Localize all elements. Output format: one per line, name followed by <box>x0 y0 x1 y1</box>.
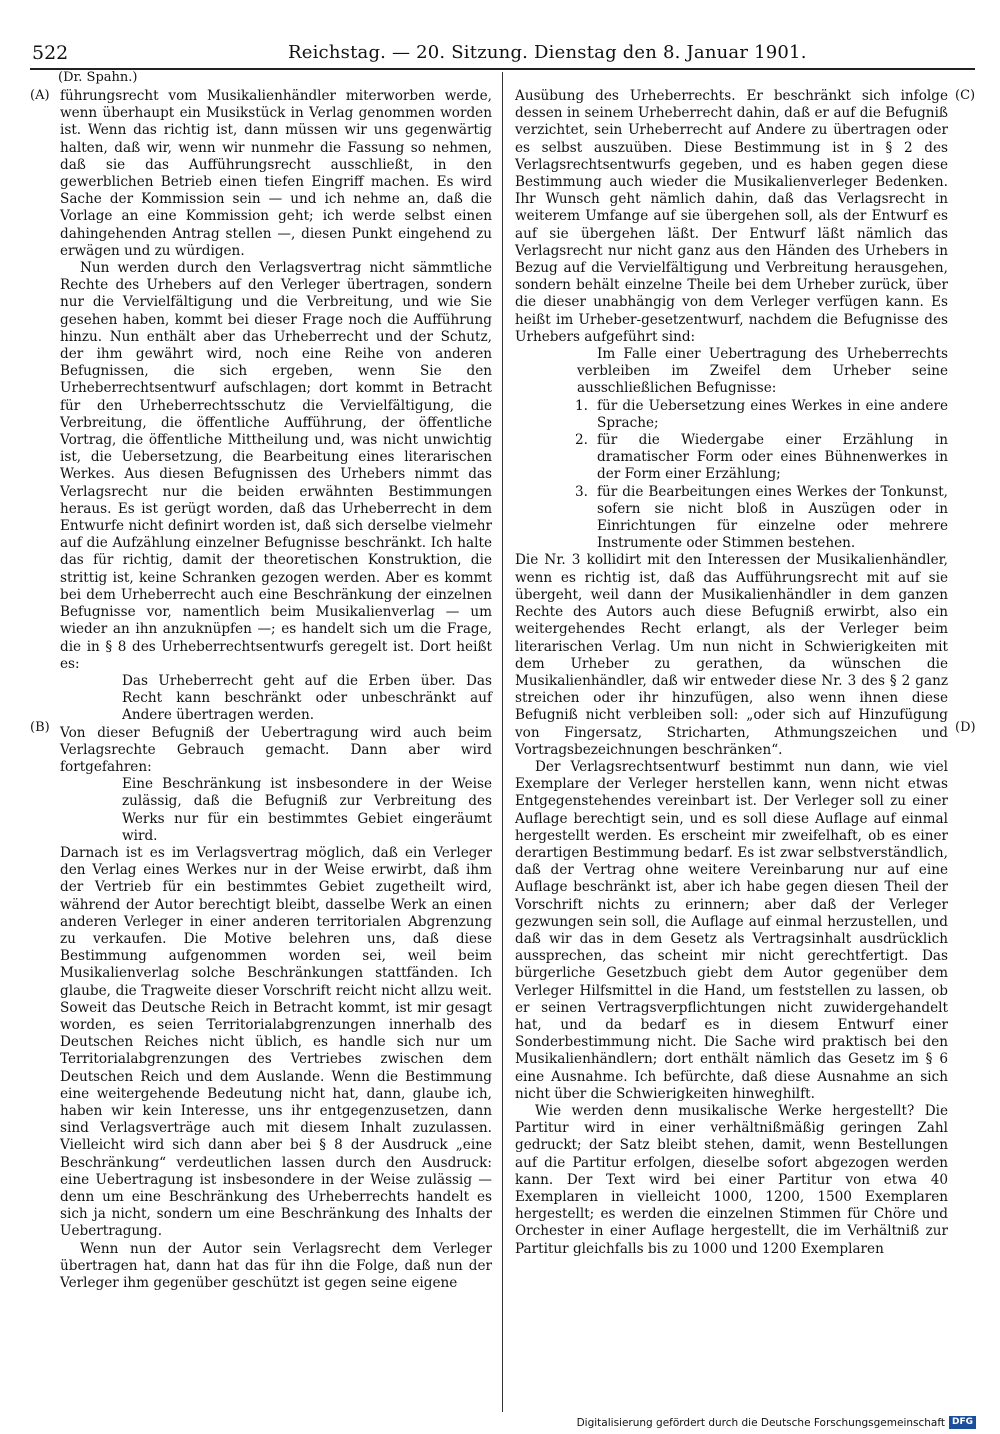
left-column <box>60 88 492 1292</box>
footer-credit <box>577 1416 976 1429</box>
footer-text: Digitalisierung gefördert durch die Deutsche Forschungsgemeinschaft <box>576 1416 945 1429</box>
margin-mark-a: (A) <box>30 88 50 103</box>
column-divider <box>502 72 503 1412</box>
speaker-tag: (Dr. Spahn.) <box>58 70 138 85</box>
right-paragraph-4: Wie werden denn musikalische Werke hergestellt? Die Partitur wird in einer verhältnißmäßig geringen Zahl gedruckt; der Satz bleibt stehen, damit, wenn Bestellungen auf die Partitur erfolgen, dieselbe sofort abgezogen werden kann. Der Text wird bei einer Partitur von etwa 40 Exemplaren in vielleicht 1000, 1200, 1500 Exemplaren hergestellt; es werden die einzelnen Stimmen für Chöre und Orchester in einer Auflage hergestellt, die im Verhältniß zur Partitur gleichfalls bis zu 1000 und 1200 Exemplaren <box>515 1102 948 1257</box>
left-paragraph-5: Wenn nun der Autor sein Verlagsrecht dem Verleger übertragen hat, dann hat das für ihn die Folge, daß nun der Verleger ihm gegenüber geschützt ist gegen seine eigene <box>60 1240 492 1292</box>
left-paragraph-1: führungsrecht vom Musikalienhändler miterworben werde, wenn überhaupt ein Musikstück in Verlag genommen worden ist. Wenn das richtig ist, dann müssen wir uns gegenwärtig halten, daß wir, wenn wir nunmehr die Fassung so nehmen, daß sie das Aufführungsrecht ausschließt, in den gewerblichen Betrieb einen tiefen Eingriff machen. Es wird Sache der Kommission sein — und ich nehme an, daß die Vorlage an eine Kommission geht; ich werde selbst einen dahingehenden Antrag stellen —, diesen Punkt eingehend zu erwägen und zu würdigen. <box>60 88 492 259</box>
right-quote-intro: Im Falle einer Uebertragung des Urheberrechts verbleiben im Zweifel dem Urheber seine ausschließlichen Befugnisse: <box>577 346 948 397</box>
left-quote-1: Das Urheberrecht geht auf die Erben über. Das Recht kann beschränkt oder unbeschränkt auf Andere übertragen werden. <box>122 672 492 724</box>
left-quote-2: Eine Beschränkung ist insbesondere in der Weise zulässig, daß die Befugniß zur Verbreitung des Werks nur für ein bestimmtes Gebiet eingeräumt wird. <box>122 776 492 844</box>
list-text: für die Wiedergabe einer Erzählung in dramatischer Form oder eines Bühnenwerkes in der Form einer Erzählung; <box>597 432 948 483</box>
margin-mark-d: (D) <box>955 720 976 735</box>
list-number: 2. <box>575 432 588 449</box>
list-number: 1. <box>575 397 588 414</box>
list-text: für die Uebersetzung eines Werkes in eine andere Sprache; <box>597 397 948 431</box>
margin-mark-b: (B) <box>30 720 50 735</box>
right-column <box>515 88 948 1258</box>
list-item <box>575 484 948 553</box>
running-title: Reichstag. — 20. Sitzung. Dienstag den 8. Januar 1901. <box>288 42 807 63</box>
left-paragraph-3: Von dieser Befugniß der Uebertragung wird auch beim Verlagsrechte Gebrauch gemacht. Dann aber wird fortgefahren: <box>60 724 492 775</box>
list-number: 3. <box>575 483 588 500</box>
right-quote-list <box>515 398 948 553</box>
dfg-logo: DFG <box>949 1416 976 1429</box>
left-paragraph-2: Nun werden durch den Verlagsvertrag nicht sämmtliche Rechte des Urhebers auf den Verleger übertragen, sondern nur die Vervielfältigung und die Verbreitung, und wie Sie gesehen haben, kommt bei dieser Frage noch die Aufführung hinzu. Nun enthält aber das Urheberrecht und der Schutz, der ihm gewährt wird, noch eine Reihe von anderen Befugnissen, die sich ergeben, wenn Sie den Urheberrechtsentwurf aufschlagen; dort kommt in Betracht für den Urheberrechtsschutz die Vervielfältigung, die Verbreitung, die öffentliche Aufführung, der öffentliche Vortrag, die öffentliche Mittheilung und, was nicht unwichtig ist, die Uebersetzung, die Bearbeitung eines literarischen Werkes. Aus diesen Befugnissen des Urhebers nimmt das Verlagsrecht nur die beiden erwähnten Bestimmungen heraus. Es ist gerügt worden, daß das Urheberrecht in dem Entwurfe nicht definirt worden ist, daß sich derselbe vielmehr auf die Aufzählung einzelner Befugnisse beschränkt. Ich halte das für richtig, damit der theoretischen Konstruktion, die strittig ist, keine Schranken gezogen werden. Aber es kommt bei dem Urheberrecht auch eine Beschränkung der einzelnen Befugnisse vor, namentlich beim Musikalienverlag — um wieder an ihn anzuknüpfen —; es handelt sich um die Frage, die in § 8 des Urheberrechtsentwurfs geregelt ist. Dort heißt es: <box>60 260 492 672</box>
right-paragraph-3: Der Verlagsrechtsentwurf bestimmt nun dann, wie viel Exemplare der Verleger herstellen kann, wenn nicht etwas Entgegenstehendes vereinbart ist. Der Verleger soll zu einer Auflage berechtigt sein, und es soll diese Auflage auf einmal hergestellt werden. Es erscheint mir zweifelhaft, ob es einer derartigen Bestimmung bedarf. Es ist zwar selbstverständlich, daß der Vertrag ohne weitere Vereinbarung nur auf eine Auflage beschränkt ist, aber ich habe gegen diesen Theil der Vorschrift nichts zu erinnern; aber daß der Verleger gezwungen sein soll, die Auflage auf einmal herzustellen, und daß wir das in dem Gesetz als Vertragsinhalt ausdrücklich aussprechen, das scheint mir nicht gerechtfertigt. Das bürgerliche Gesetzbuch giebt dem Autor gegenüber dem Verleger Hilfsmittel in die Hand, um feststellen zu lassen, ob er seinen Vertragsverpflichtungen nicht zuwidergehandelt hat, und da bedarf es in diesem Entwurf einer Sonderbestimmung nicht. Die Sache wird praktisch bei den Musikalienhändlern; dort enthält nämlich das Gesetz im § 6 eine Ausnahme. Ich befürchte, daß diese Ausnahme an sich nicht über die Schwierigkeiten hinweghilft. <box>515 758 948 1102</box>
page-header <box>30 40 975 70</box>
right-paragraph-1: Ausübung des Urheberrechts. Er beschränkt sich infolge dessen in seinem Urheberrecht dahin, daß er auf die Befugniß verzichtet, sein Urheberrecht auf Andere zu übertragen oder es selbst auszuüben. Diese Bestimmung ist in § 2 des Verlagsrechtsentwurfs gegeben, und es haben gegen diese Bestimmung auch wieder die Musikalienverleger Bedenken. Ihr Wunsch geht nämlich dahin, daß das Verlagsrecht in weiterem Umfange auf sie übergehen soll, als der Entwurf es auf sie übergehen läßt. Der Entwurf läßt nämlich das Verlagsrecht nur nicht ganz aus den Händen des Urhebers in Bezug auf die Vervielfältigung und Verbreitung herausgehen, sondern behält einzelne Theile bei dem Urheber zurück, über die dieser unabhängig von dem Verleger verfügen kann. Es heißt im Urheber-gesetzentwurf, nachdem die Befugnisse des Urhebers aufgeführt sind: <box>515 88 948 345</box>
list-item <box>575 398 948 432</box>
margin-mark-c: (C) <box>955 88 976 103</box>
page-number: 522 <box>32 42 69 64</box>
left-paragraph-4: Darnach ist es im Verlagsvertrag möglich, daß ein Verleger den Verlag eines Werkes nur in der Weise erwirbt, daß ihm der Vertrieb für ein bestimmtes Gebiet zugetheilt wird, während der Autor berechtigt bleibt, dasselbe Werk an einen anderen Verleger in einer anderen territorialen Abgrenzung zu verkaufen. Die Motive belehren uns, daß diese Bestimmung aufgenommen worden sei, weil beim Musikalienverlag solche Beschränkungen stattfänden. Ich glaube, die Tragweite dieser Vorschrift reicht nicht allzu weit. Soweit das Deutsche Reich in Betracht kommt, ist mir gesagt worden, es seien Territorialabgrenzungen innerhalb des Deutschen Reiches nicht üblich, es handle sich nur um Territorialabgrenzungen des Vertriebes zwischen dem Deutschen Reich und dem Auslande. Wenn die Bestimmung eine weitergehende Bedeutung nicht hat, dann, glaube ich, haben wir kein Interesse, uns ihr entgegenzusetzen, dann sind Verlagsverträge auch mit diesem Inhalt zuzulassen. Vielleicht wird sich dann aber bei § 8 der Ausdruck „eine Beschränkung“ verdeutlichen lassen durch den Ausdruck: eine Uebertragung ist insbesondere in der Weise zulässig — denn um eine Beschränkung des Urheberrechts handelt es sich ja nicht, sondern um eine Beschränkung des Inhalts der Uebertragung. <box>60 844 492 1240</box>
right-paragraph-2: Die Nr. 3 kollidirt mit den Interessen der Musikalienhändler, wenn es richtig ist, daß das Aufführungsrecht mit auf sie übergeht, weil dann der Musikalienhändler in dem ganzen Rechte des Autors auch diese Befugniß erwirbt, also ein weitergehendes Recht erlangt, als der Verleger beim literarischen Verlag. Um nun nicht in Schwierigkeiten mit dem Urheber zu gerathen, da wünschen die Musikalienhändler, daß wir entweder diese Nr. 3 des § 2 ganz streichen oder ihr hinzufügen, also wenn ihnen diese Befugniß nicht verbleiben soll: „oder sich auf Hinzufügung von Fingersatz, Stricharten, Athmungszeichen und Vortragsbezeichnungen beschränken“. <box>515 552 948 758</box>
list-item <box>575 432 948 484</box>
list-text: für die Bearbeitungen eines Werkes der Tonkunst, sofern sie nicht bloß in Auszügen oder in Einrichtungen für einzelne oder mehrere Instrumente oder Stimmen bestehen. <box>597 483 948 552</box>
